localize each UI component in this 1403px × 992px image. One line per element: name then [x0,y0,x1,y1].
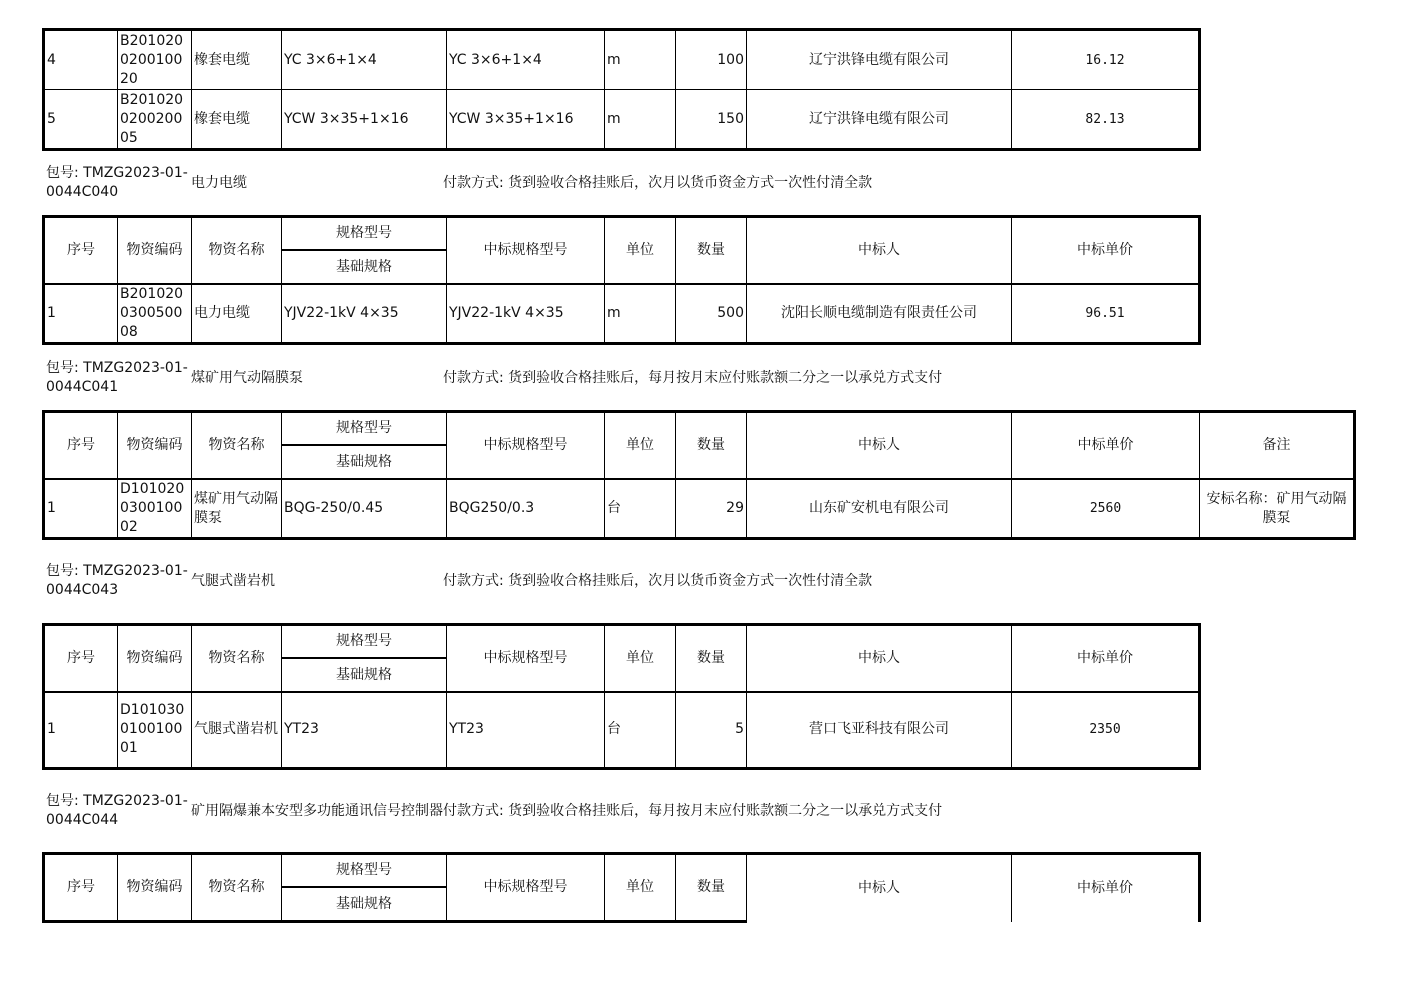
payment-terms: 付款方式: 货到验收合格挂账后，次月以货币资金方式一次性付清全款 [443,174,873,191]
header-seq: 序号 [44,854,118,922]
package-number: 包号: TMZG2023-01-0044C043 [46,563,188,598]
qty-cell: 500 [676,284,747,344]
header-name: 物资名称 [192,625,282,693]
header-qty: 数量 [676,217,747,285]
table-row [44,284,1200,344]
package-number: 包号: TMZG2023-01-0044C041 [46,360,188,395]
items-table [42,623,1201,770]
header-seq: 序号 [44,625,118,693]
package-heading [42,359,942,397]
header-row [44,625,1200,659]
header-spec-model: 规格型号 [282,854,447,888]
name-cell: 电力电缆 [192,284,282,344]
code-cell: B201020030050008 [118,284,192,344]
header-unit: 单位 [605,625,676,693]
spec-cell: BQG-250/0.45 [282,479,447,539]
qty-cell: 5 [676,692,747,768]
qty-cell: 100 [676,30,747,90]
name-cell: 橡套电缆 [192,30,282,90]
header-spec-model: 规格型号 [282,412,447,446]
header-remark: 备注 [1200,412,1355,480]
bid-spec-cell: YT23 [447,692,605,768]
header-bid-spec: 中标规格型号 [447,625,605,693]
items-table-continued [42,28,1201,151]
header-winner: 中标人 [747,412,1012,480]
header-seq: 序号 [44,412,118,480]
header-qty: 数量 [676,854,747,922]
unit-cell: 台 [605,479,676,539]
header-winner: 中标人 [747,625,1012,693]
header-bid-spec: 中标规格型号 [447,412,605,480]
winner-cell: 营口飞亚科技有限公司 [747,692,1012,768]
seq-cell: 1 [44,479,118,539]
header-qty: 数量 [676,412,747,480]
winner-cell: 辽宁洪锋电缆有限公司 [747,90,1012,150]
winner-cell: 辽宁洪锋电缆有限公司 [747,30,1012,90]
items-table [42,852,1201,923]
seq-cell: 1 [44,692,118,768]
winner-cell: 沈阳长顺电缆制造有限责任公司 [747,284,1012,344]
spec-cell: YT23 [282,692,447,768]
package-heading [42,164,872,202]
bid-spec-cell: YC 3×6+1×4 [447,30,605,90]
header-spec-model: 规格型号 [282,625,447,659]
header-name: 物资名称 [192,412,282,480]
header-row [44,217,1200,251]
name-cell: 煤矿用气动隔膜泵 [192,479,282,539]
package-name: 煤矿用气动隔膜泵 [191,369,303,386]
seq-cell: 4 [44,30,118,90]
unit-cell: m [605,284,676,344]
header-unit: 单位 [605,412,676,480]
table-row [44,479,1355,539]
header-bid-spec: 中标规格型号 [447,854,605,922]
seq-cell: 5 [44,90,118,150]
price-cell: 82.13 [1012,90,1200,150]
name-cell: 橡套电缆 [192,90,282,150]
qty-cell: 29 [676,479,747,539]
header-winner: 中标人 [747,217,1012,285]
package-name: 矿用隔爆兼本安型多功能通讯信号控制器 [191,802,443,819]
header-price: 中标单价 [1012,217,1200,285]
header-name: 物资名称 [192,217,282,285]
package-number: 包号: TMZG2023-01-0044C040 [46,165,188,200]
table-row [44,90,1200,150]
header-name: 物资名称 [192,854,282,922]
spec-cell: YJV22-1kV 4×35 [282,284,447,344]
items-table [42,215,1201,345]
header-base-spec: 基础规格 [282,250,447,284]
header-row [44,854,1200,888]
header-row [44,412,1355,446]
header-unit: 单位 [605,217,676,285]
bid-spec-cell: YJV22-1kV 4×35 [447,284,605,344]
header-base-spec: 基础规格 [282,887,447,922]
spec-cell: YCW 3×35+1×16 [282,90,447,150]
header-spec-model: 规格型号 [282,217,447,251]
unit-cell: m [605,30,676,90]
seq-cell: 1 [44,284,118,344]
package-name: 气腿式凿岩机 [191,572,275,589]
payment-terms: 付款方式: 货到验收合格挂账后，每月按月末应付账款额二分之一以承兑方式支付 [443,802,943,819]
unit-cell: m [605,90,676,150]
code-cell: D101020030010002 [118,479,192,539]
qty-cell: 150 [676,90,747,150]
price-cell: 16.12 [1012,30,1200,90]
remark-cell: 安标名称：矿用气动隔膜泵 [1200,479,1355,539]
price-cell: 96.51 [1012,284,1200,344]
header-seq: 序号 [44,217,118,285]
package-number: 包号: TMZG2023-01-0044C044 [46,793,188,828]
header-code: 物资编码 [118,217,192,285]
table-row [44,30,1200,90]
package-name: 电力电缆 [191,174,247,191]
header-qty: 数量 [676,625,747,693]
header-base-spec: 基础规格 [282,658,447,692]
table-row [44,692,1200,768]
header-base-spec: 基础规格 [282,445,447,479]
header-price: 中标单价 [1012,854,1200,922]
price-cell: 2350 [1012,692,1200,768]
header-price: 中标单价 [1012,412,1200,480]
header-winner: 中标人 [747,854,1012,922]
bid-spec-cell: YCW 3×35+1×16 [447,90,605,150]
bid-spec-cell: BQG250/0.3 [447,479,605,539]
code-cell: D101030010010001 [118,692,192,768]
winner-cell: 山东矿安机电有限公司 [747,479,1012,539]
items-table [42,410,1356,540]
code-cell: B201020020020005 [118,90,192,150]
payment-terms: 付款方式: 货到验收合格挂账后，次月以货币资金方式一次性付清全款 [443,572,873,589]
payment-terms: 付款方式: 货到验收合格挂账后，每月按月末应付账款额二分之一以承兑方式支付 [443,369,943,386]
unit-cell: 台 [605,692,676,768]
price-cell: 2560 [1012,479,1200,539]
package-heading [42,792,942,830]
header-unit: 单位 [605,854,676,922]
header-code: 物资编码 [118,854,192,922]
package-heading [42,562,872,600]
header-code: 物资编码 [118,412,192,480]
header-code: 物资编码 [118,625,192,693]
header-price: 中标单价 [1012,625,1200,693]
spec-cell: YC 3×6+1×4 [282,30,447,90]
name-cell: 气腿式凿岩机 [192,692,282,768]
header-bid-spec: 中标规格型号 [447,217,605,285]
code-cell: B201020020010020 [118,30,192,90]
